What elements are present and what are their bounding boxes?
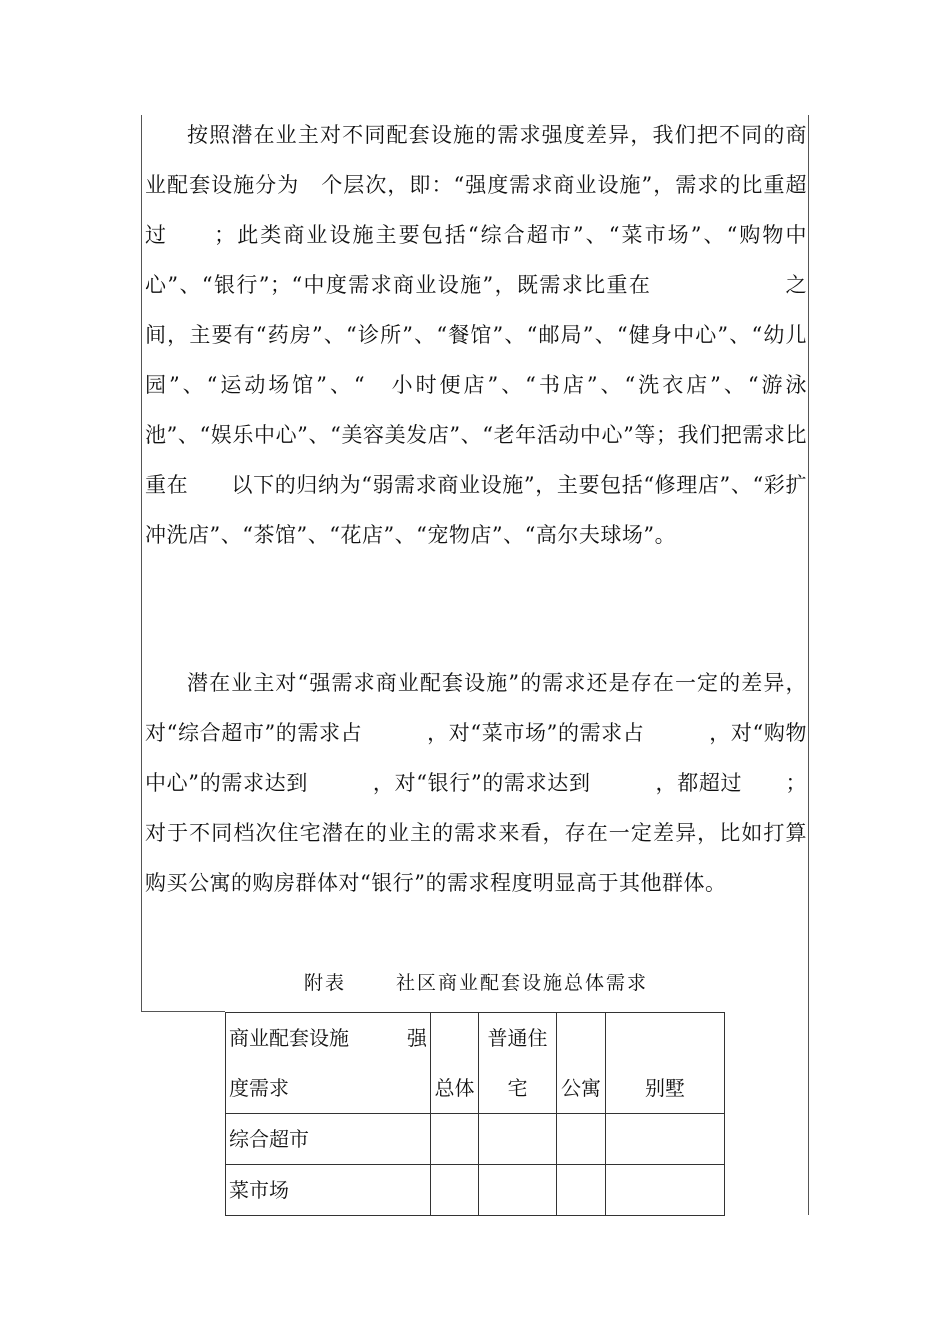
header-villa-cell [606, 1013, 725, 1114]
caption-title: 社区商业配套设施总体需求 [396, 972, 649, 994]
header-apartment-cell [557, 1013, 606, 1114]
row-residential-cell [479, 1114, 557, 1165]
header-strong-label: 强 [407, 1026, 427, 1050]
frame-bottom-line [141, 1011, 225, 1012]
table-header-row [226, 1013, 725, 1114]
row-name-cell [226, 1114, 431, 1165]
caption-prefix: 附表 [303, 972, 346, 994]
row-villa-cell [606, 1114, 725, 1165]
header-overall-cell [431, 1013, 479, 1114]
frame-right-line [808, 115, 809, 1215]
row-name: 综合超市 [229, 1127, 309, 1151]
row-name-cell [226, 1165, 431, 1216]
header-apartment-label: 公寓 [561, 1076, 601, 1100]
row-residential-cell [479, 1165, 557, 1216]
header-facility-cell [226, 1013, 431, 1114]
row-apartment-cell [557, 1165, 606, 1216]
table-row [226, 1165, 725, 1216]
row-name: 菜市场 [229, 1178, 289, 1202]
frame-left-line [141, 115, 142, 1012]
header-overall-label: 总体 [434, 1076, 475, 1100]
table-caption [145, 966, 807, 1000]
row-overall-cell [431, 1165, 479, 1216]
row-apartment-cell [557, 1114, 606, 1165]
table-row [226, 1114, 725, 1165]
header-residential-line1: 普通住 [487, 1026, 548, 1050]
header-residential-line2: 宅 [507, 1076, 528, 1100]
header-demand-label: 度需求 [229, 1076, 289, 1100]
header-residential-cell [479, 1013, 557, 1114]
paragraph-facility-tiers: 按照潜在业主对不同配套设施的需求强度差异，我们把不同的商业配套设施分为 个层次，即：“强度需求商业设施”，需求的比重超过 ；此类商业设施主要包括“综合超市”、“菜市场”、“购物中心”、“银行”；“中度需求商业设施”，既需求比重在 之间，主要有“药房”、“诊所”、“餐馆”、“邮局”、“健身中心”、“幼儿园”、“运动场馆”、“ 小时便店”、“书店”、“洗衣店”、“游泳池”、“娱乐中心”、“美容美发店”、“老年活动中心”等；我们把需求比重在 以下的归纳为“弱需求商业设施”，主要包括“修理店”、“彩扩冲洗店”、“茶馆”、“花店”、“宠物店”、“高尔夫球场”。 [145, 123, 807, 547]
header-villa-label: 别墅 [645, 1076, 685, 1100]
header-facility-label: 商业配套设施 [229, 1026, 349, 1050]
demand-table [225, 1012, 725, 1216]
row-villa-cell [606, 1165, 725, 1216]
paragraph-strong-demand: 潜在业主对“强需求商业配套设施”的需求还是存在一定的差异，对“综合超市”的需求占 ，对“菜市场”的需求占 ，对“购物中心”的需求达到 ，对“银行”的需求达到 ，都超过 ；对于不同档次住宅潜在的业主的需求来看，存在一定差异，比如打算购买公寓的购房群体对“银行”的需求程度明显高于其他群体。 [145, 671, 807, 895]
row-overall-cell [431, 1114, 479, 1165]
